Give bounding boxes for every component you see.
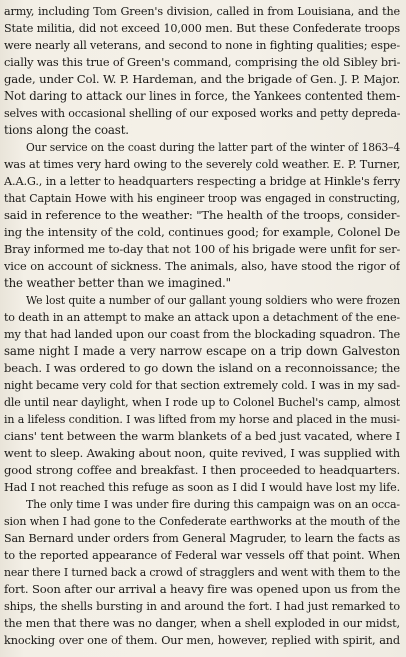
text-line: Our service on the coast during the latter part of the winter of 1863–4 (26, 141, 400, 154)
text-line: to death in an attempt to make an attack upon a detachment of the ene- (4, 311, 400, 324)
text-line: beach. I was ordered to go down the island on a reconnoissance; the (4, 361, 400, 375)
text-line: State militia, did not exceed 10,000 men. But these Confederate troops (4, 22, 400, 35)
text-line: vice on account of sickness. The animals, also, have stood the rigor of (4, 259, 400, 273)
text-line: my that had landed upon our coast from the blockading squadron. The (4, 328, 400, 341)
text-line: to the reported appearance of Federal war vessels off that point. When (4, 549, 400, 562)
paragraph-1 (4, 3, 400, 139)
text-line: knocking over one of them. Our men, however, replied with spirit, and (4, 634, 400, 647)
paragraph-4 (4, 496, 400, 649)
text-line: same night I made a very narrow escape on a trip down Galveston (4, 344, 400, 358)
text-line: ships, the shells bursting in and around the fort. I had just remarked to (4, 600, 400, 613)
text-line: cially was this true of Green's command, comprising the old Sibley bri- (4, 56, 400, 69)
text-line: good strong coffee and breakfast. I then proceeded to headquarters. (4, 463, 400, 477)
text-line: said in reference to the weather: "The health of the troops, consider- (4, 208, 400, 222)
text-line: We lost quite a number of our gallant young soldiers who were frozen (26, 294, 400, 307)
paragraph-3 (4, 292, 400, 496)
text-line: fort. Soon after our arrival a heavy fire was opened upon us from the (4, 582, 400, 596)
text-line: The only time I was under fire during this campaign was on an occa- (26, 498, 400, 511)
text-line: A.A.G., in a letter to headquarters respecting a bridge at Hinkle's ferry (4, 175, 400, 188)
text-line: were nearly all veterans, and second to none in fighting qualities; espe- (4, 39, 400, 52)
text-line: ing the intensity of the cold, continues good; for example, Colonel De (4, 225, 400, 239)
text-line: the weather better than we imagined." (4, 276, 231, 290)
text-line: that Captain Howe with his engineer troop was engaged in constructing, (4, 192, 400, 205)
text-line: army, including Tom Green's division, called in from Louisiana, and the (4, 5, 400, 18)
paragraph-2 (4, 139, 400, 292)
text-line: in a lifeless condition. I was lifted from my horse and placed in the musi- (4, 413, 400, 426)
text-line: gade, under Col. W. P. Hardeman, and the brigade of Gen. J. P. Major. (4, 72, 400, 86)
text-line: was at times very hard owing to the severely cold weather. E. P. Turner, (4, 158, 400, 171)
text-line: Had I not reached this refuge as soon as I did I would have lost my life. (4, 481, 400, 494)
text-line: dle until near daylight, when I rode up to Colonel Buchel's camp, almost (4, 396, 400, 409)
text-line: Bray informed me to-day that not 100 of his brigade were unfit for ser- (4, 243, 400, 256)
text-line: the men that there was no danger, when a shell exploded in our midst, (4, 617, 400, 630)
text-line: Not daring to attack our lines in force, the Yankees contented them- (4, 89, 400, 103)
text-line: cians' tent between the warm blankets of a bed just vacated, where I (4, 429, 400, 443)
text-line: San Bernard under orders from General Magruder, to learn the facts as (4, 532, 400, 545)
page-text (4, 3, 400, 649)
text-line: sion when I had gone to the Confederate earthworks at the mouth of the (4, 515, 400, 528)
text-line: night became very cold for that section extremely cold. I was in my sad- (4, 379, 400, 392)
text-line: tions along the coast. (4, 123, 129, 137)
text-line: selves with occasional shelling of our exposed works and petty depreda- (4, 107, 400, 120)
text-line: near there I turned back a crowd of stragglers and went with them to the (4, 566, 400, 579)
text-line: went to sleep. Awaking about noon, quite revived, I was supplied with (4, 446, 400, 460)
